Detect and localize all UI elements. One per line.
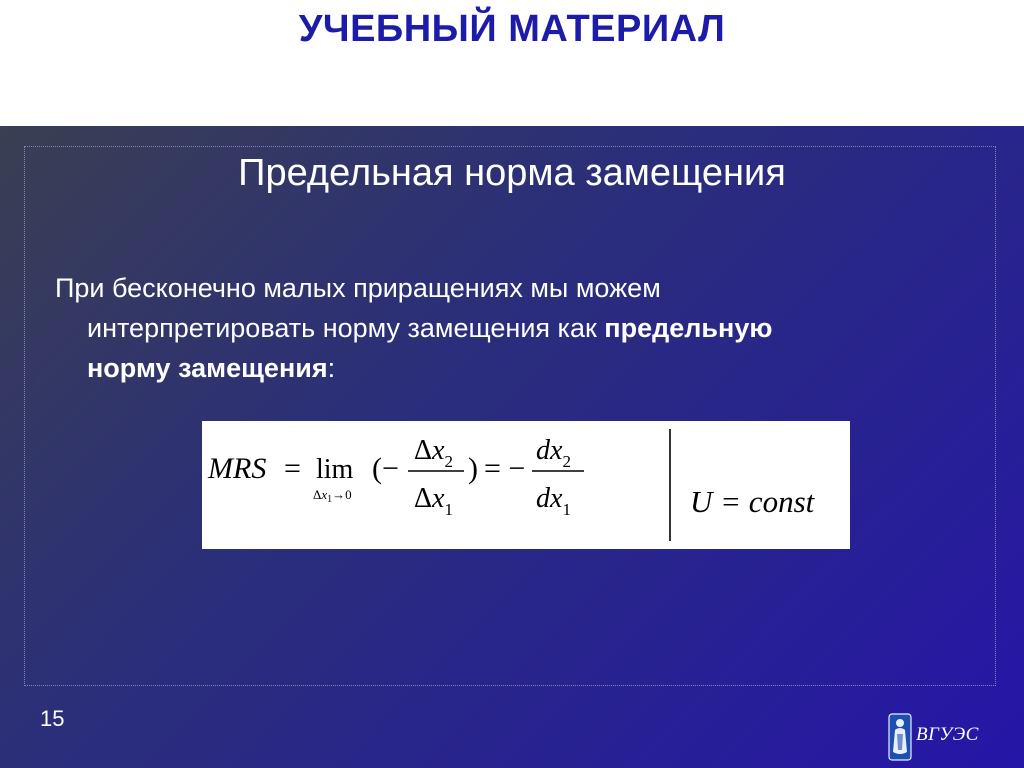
formula-frac1-num-delta: Δ	[414, 435, 433, 466]
logo-text: ВГУЭС	[916, 724, 979, 745]
body-line-2	[55, 308, 975, 348]
content-frame	[24, 146, 996, 686]
slide-heading: Предельная норма замещения	[238, 152, 786, 194]
formula-equals-minus: = −	[484, 452, 526, 485]
formula-frac1-den-delta: Δ	[414, 483, 433, 514]
formula-condition: U = const	[690, 484, 815, 519]
formula-frac1-num-index: 2	[444, 452, 453, 471]
formula-lim-sub	[313, 487, 352, 505]
formula-lim: lim	[316, 454, 354, 485]
formula-lim-sub-delta: Δ	[313, 487, 322, 502]
formula-frac2-den-d: dx	[536, 483, 563, 514]
page-title: УЧЕБНЫЙ МАТЕРИАЛ	[298, 8, 726, 50]
page-number: 15	[40, 706, 65, 731]
body-paragraph	[55, 268, 975, 388]
body-line-2-bold: предельную	[604, 313, 773, 343]
formula-frac2-num-d: dx	[536, 435, 563, 466]
body-line-3-text: :	[327, 353, 336, 383]
formula-frac2-num	[536, 435, 571, 471]
body-line-3	[55, 348, 975, 388]
formula-frac1-num	[414, 435, 453, 471]
formula-lim-sub-x: x	[321, 487, 328, 502]
formula-close-paren: )	[468, 452, 478, 485]
formula-frac1-den-index: 1	[444, 500, 453, 519]
formula-frac1-den	[414, 483, 453, 519]
formula-image	[202, 421, 850, 549]
formula-lim-sub-arrow: →0	[332, 487, 352, 502]
body-line-1: При бесконечно малых приращениях мы можем	[55, 273, 661, 303]
body-line-2-text: интерпретировать норму замещения как	[87, 313, 605, 343]
body-line-3-bold: норму замещения	[87, 353, 328, 383]
statue-icon	[888, 712, 914, 762]
university-logo	[888, 712, 998, 764]
formula-frac2-den	[536, 483, 571, 519]
formula-equals: =	[284, 452, 301, 485]
formula-mrs: MRS	[208, 452, 267, 485]
formula-lim-sub-index: 1	[327, 494, 333, 505]
header-band	[0, 0, 1024, 126]
formula-open-paren: (−	[372, 452, 399, 485]
formula-frac1-num-x: x	[432, 435, 445, 466]
formula-frac2-den-index: 1	[562, 500, 571, 519]
formula-svg	[202, 421, 850, 549]
formula-frac2-num-index: 2	[562, 452, 571, 471]
formula-frac1-den-x: x	[432, 483, 445, 514]
